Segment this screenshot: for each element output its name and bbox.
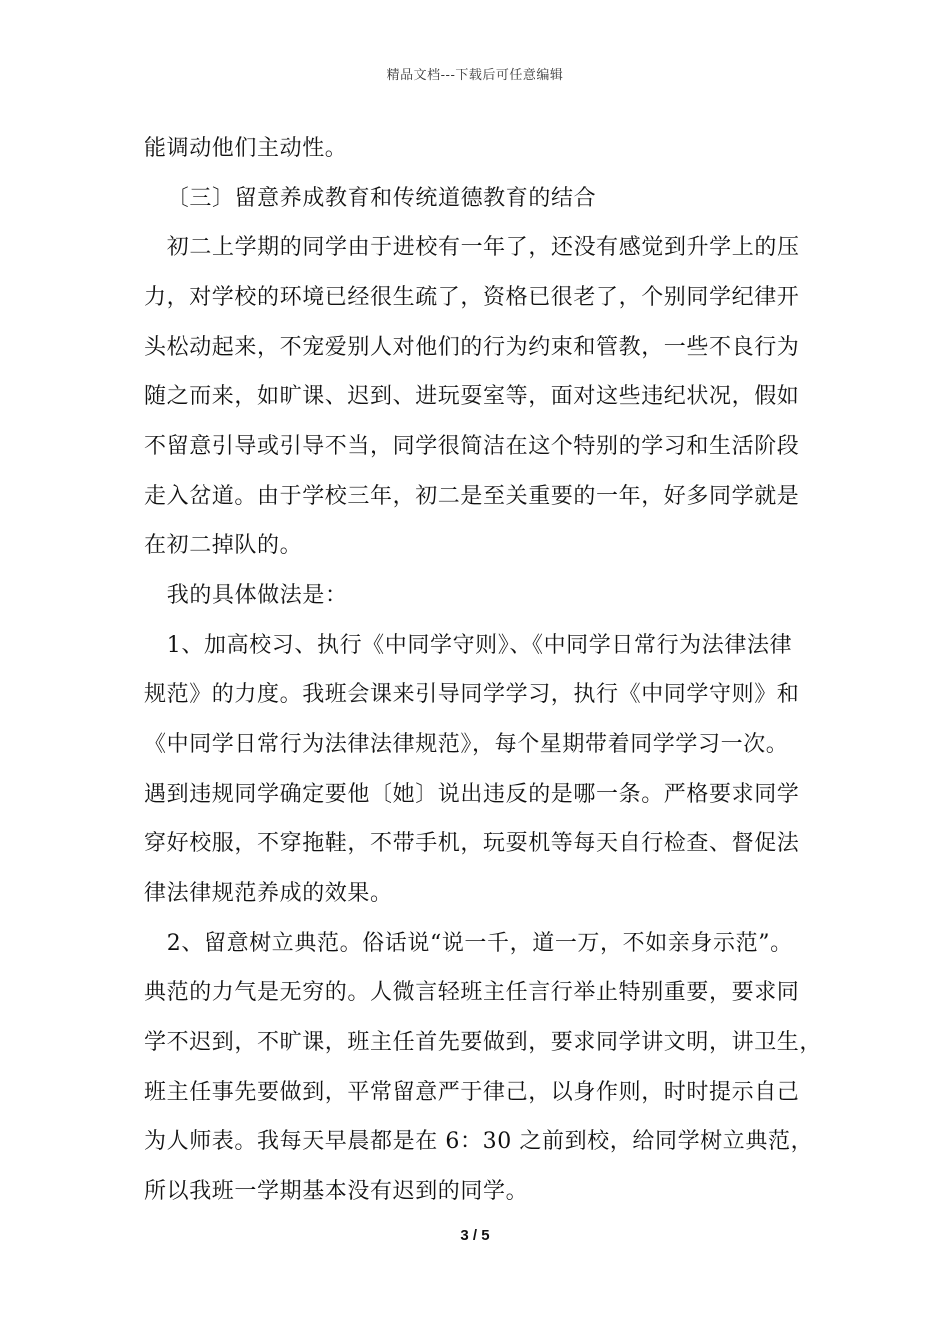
body-line: 学不迟到，不旷课，班主任首先要做到，要求同学讲文明，讲卫生， bbox=[144, 1030, 823, 1055]
body-line: 《中同学日常行为法律法律规范》，每个星期带着同学学习一次。 bbox=[144, 732, 789, 757]
body-line: 走入岔道。由于学校三年，初二是至关重要的一年，好多同学就是 bbox=[144, 484, 800, 509]
body-line: 律法律规范养成的效果。 bbox=[144, 881, 393, 906]
body-line: 不留意引导或引导不当，同学很简洁在这个特别的学习和生活阶段 bbox=[144, 434, 800, 459]
page-number: 3 / 5 bbox=[460, 1227, 490, 1244]
body-line: 能调动他们主动性。 bbox=[144, 136, 348, 161]
section-heading: 〔三〕留意养成教育和传统道德教育的结合 bbox=[144, 186, 597, 211]
body-line: 1、加高校习、执行《中同学守则》、《中同学日常行为法律法律 bbox=[144, 633, 793, 658]
body-line: 穿好校服，不穿拖鞋，不带手机，玩耍机等每天自行检查、督促法 bbox=[144, 831, 800, 856]
body-line: 所以我班一学期基本没有迟到的同学。 bbox=[144, 1179, 529, 1204]
body-line: 在初二掉队的。 bbox=[144, 533, 303, 558]
body-line: 典范的力气是无穷的。人微言轻班主任言行举止特别重要，要求同 bbox=[144, 980, 800, 1005]
body-line: 初二上学期的同学由于进校有一年了，还没有感觉到升学上的压 bbox=[144, 235, 800, 260]
body-line: 班主任事先要做到，平常留意严于律己，以身作则，时时提示自己 bbox=[144, 1080, 800, 1105]
body-line: 我的具体做法是： bbox=[144, 583, 348, 608]
body-line: 规范》的力度。我班会课来引导同学学习，执行《中同学守则》和 bbox=[144, 682, 800, 707]
page-header: 精品文档---下载后可任意编辑 bbox=[386, 68, 564, 83]
body-line: 随之而来，如旷课、迟到、进玩耍室等，面对这些违纪状况，假如 bbox=[144, 384, 800, 409]
body-line: 力，对学校的环境已经很生疏了，资格已很老了，个别同学纪律开 bbox=[144, 285, 800, 310]
body-line: 为人师表。我每天早晨都是在 6：30 之前到校，给同学树立典范， bbox=[144, 1129, 814, 1154]
body-line: 2、留意树立典范。俗话说“说一千，道一万，不如亲身示范”。 bbox=[144, 931, 793, 956]
body-line: 遇到违规同学确定要他〔她〕说出违反的是哪一条。严格要求同学 bbox=[144, 782, 800, 807]
body-line: 头松动起来，不宠爱别人对他们的行为约束和管教，一些不良行为 bbox=[144, 335, 800, 360]
